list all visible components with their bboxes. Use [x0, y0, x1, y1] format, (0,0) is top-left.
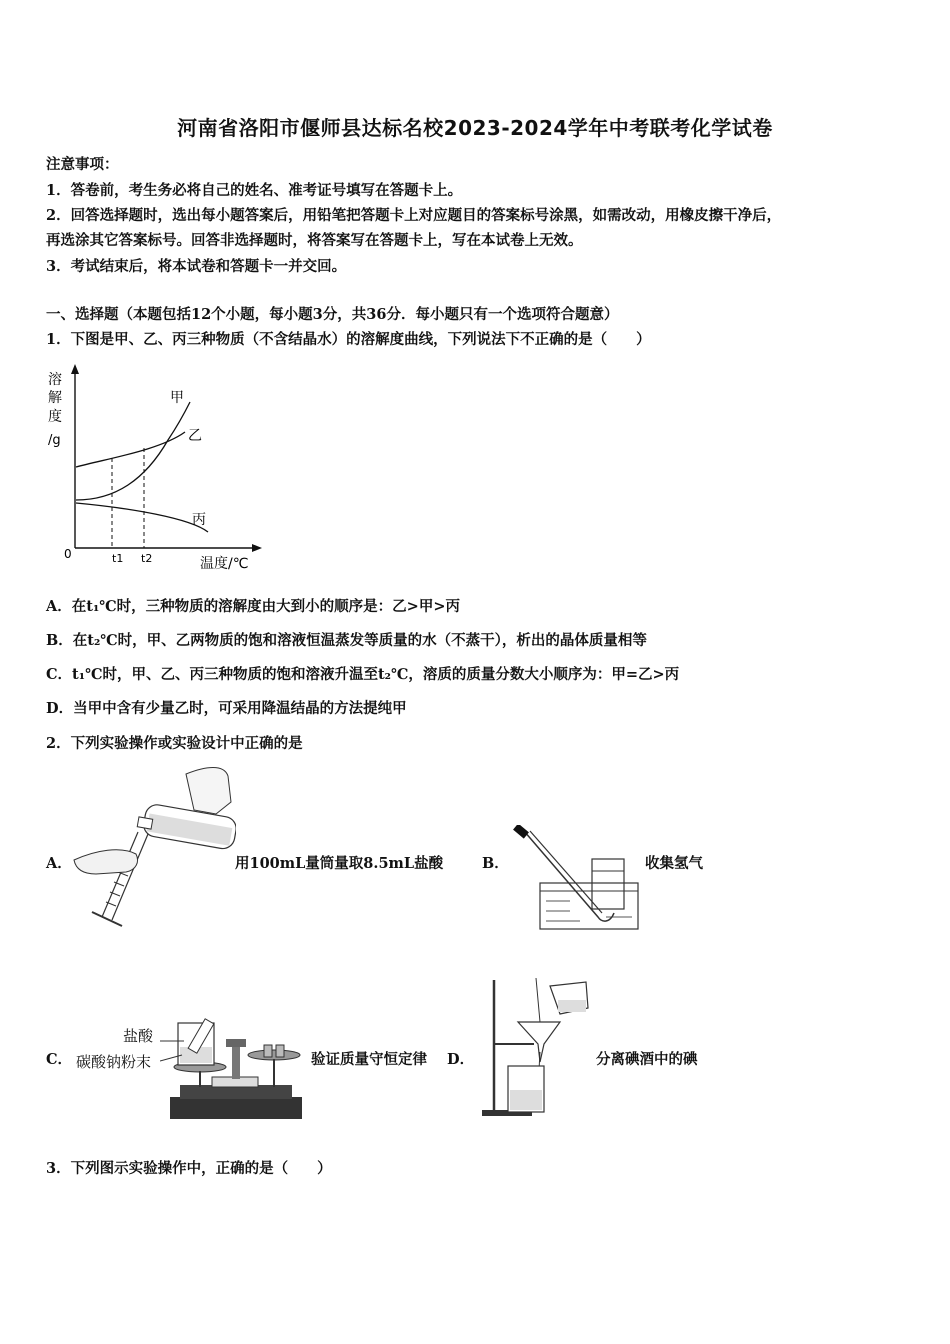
notice-item: 2．回答选择题时，选出每小题答案后，用铅笔把答题卡上对应题目的答案标号涂黑，如需改动，用橡皮擦干净后， — [46, 207, 782, 224]
filtration-illustration — [478, 972, 593, 1122]
y-axis-arrow — [71, 364, 79, 374]
x-axis-arrow — [252, 544, 262, 552]
q2-option-c-text: 验证质量守恒定律 — [311, 1051, 427, 1068]
q2-option-b-letter: B． — [482, 855, 509, 872]
notice-item: 3．考试结束后，将本试卷和答题卡一并交回。 — [46, 258, 347, 275]
curve-jia — [76, 402, 190, 500]
graph-xlabel: 温度/℃ — [200, 556, 249, 572]
q2-option-a-text: 用100mL量筒量取8.5mL盐酸 — [235, 855, 444, 872]
section-heading: 一、选择题（本题包括12个小题，每小题3分，共36分．每小题只有一个选项符合题意） — [46, 306, 619, 323]
notice-item: 再选涂其它答案标号。回答非选择题时，将答案写在答题卡上，写在本试卷上无效。 — [46, 232, 583, 249]
q2-option-d-letter: D． — [447, 1051, 475, 1068]
notice-heading: 注意事项： — [46, 156, 119, 173]
graph-ylabel-2: 解 — [48, 390, 62, 406]
q1-option-b: B．在t₂℃时，甲、乙两物质的饱和溶液恒温蒸发等质量的水（不蒸干），析出的晶体质量相等 — [46, 632, 647, 649]
graph-ylabel-4: /g — [48, 433, 61, 448]
curve-label-bing: 丙 — [192, 512, 206, 528]
curve-bing — [76, 503, 208, 532]
curve-label-yi: 乙 — [188, 428, 202, 444]
label-sodium-carbonate: 碳酸钠粉末 — [76, 1053, 152, 1071]
label-hydrochloric-acid: 盐酸 — [123, 1027, 154, 1045]
curve-label-jia: 甲 — [170, 390, 184, 406]
tick-t1: t1 — [112, 552, 124, 565]
question-2-stem: 2．下列实验操作或实验设计中正确的是 — [46, 735, 303, 752]
question-1-stem: 1．下图是甲、乙、丙三种物质（不含结晶水）的溶解度曲线，下列说法下不正确的是（ ） — [46, 331, 651, 348]
q2-option-d-text: 分离碘酒中的碘 — [596, 1051, 698, 1068]
gas-collection-illustration — [510, 825, 645, 935]
q1-option-a: A．在t₁℃时，三种物质的溶解度由大到小的顺序是：乙>甲>丙 — [46, 598, 460, 615]
graduated-cylinder-illustration — [66, 762, 236, 937]
curve-yi — [76, 432, 185, 467]
q2-option-c-letter: C． — [46, 1051, 73, 1068]
q2-option-b-text: 收集氢气 — [645, 855, 703, 872]
tick-t2: t2 — [141, 552, 153, 565]
question-3-stem: 3．下列图示实验操作中，正确的是（ ） — [46, 1160, 332, 1177]
solubility-graph — [40, 360, 280, 580]
q1-option-c: C．t₁℃时，甲、乙、丙三种物质的饱和溶液升温至t₂℃，溶质的质量分数大小顺序为：甲=乙>丙 — [46, 666, 680, 683]
page-title: 河南省洛阳市偃师县达标名校2023-2024学年中考联考化学试卷 — [177, 116, 773, 140]
graph-ylabel-1: 溶 — [48, 372, 62, 388]
balance-illustration — [160, 1015, 310, 1127]
notice-item: 1．答卷前，考生务必将自己的姓名、准考证号填写在答题卡上。 — [46, 182, 463, 199]
q1-option-d: D．当甲中含有少量乙时，可采用降温结晶的方法提纯甲 — [46, 700, 407, 717]
q2-option-a-letter: A． — [46, 855, 72, 872]
graph-ylabel-3: 度 — [48, 409, 62, 425]
graph-origin: 0 — [64, 547, 72, 561]
